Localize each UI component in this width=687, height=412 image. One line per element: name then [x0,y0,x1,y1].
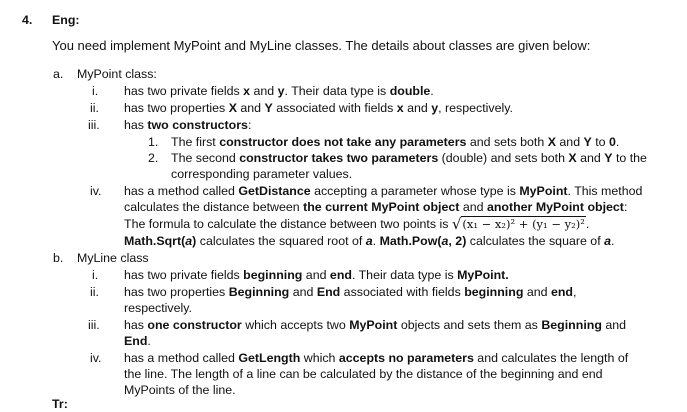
mypoint-item-iv-line2: calculates the distance between the current MyPoint object and another MyPoint object: [124,200,628,214]
mypoint-item-iii: has two constructors: [124,118,252,132]
myline-item-ii: has two properties Beginning and End associated with fields beginning and end, [124,285,577,299]
section-a-marker: a. [53,67,64,81]
constructor-2-number: 2. [148,151,159,165]
myline-item-iii-line2: End. [124,334,151,348]
roman-iv-b: iv. [90,351,102,365]
intro-text: You need implement MyPoint and MyLine classes. The details about classes are given below: [52,38,591,53]
section-a-title: MyPoint class: [77,67,157,81]
question-number: 4. [22,13,33,27]
roman-iii: iii. [88,118,100,132]
roman-i-b: i. [92,268,99,282]
roman-iii-b: iii. [88,318,100,332]
mypoint-item-iv: has a method called GetDistance accepting a parameter whose type is MyPoint. This method [124,184,643,198]
distance-formula: √(x₁ − x₂)² + (y₁ − y₂)² [451,215,585,233]
myline-item-iv: has a method called GetLength which accepts no parameters and calculates the length of [124,351,629,365]
constructor-1-text: The first constructor does not take any parameters and sets both X and Y to 0. [171,135,620,149]
constructor-2-text: The second constructor takes two parameters (double) and sets both X and Y to the [171,151,647,165]
roman-ii: ii. [90,101,99,115]
mypoint-item-ii: has two properties X and Y associated with fields x and y, respectively. [124,101,513,115]
roman-ii-b: ii. [90,285,99,299]
myline-item-ii-line2: respectively. [124,301,192,315]
mypoint-item-iv-line3: The formula to calculate the distance between two points is √(x₁ − x₂)² + (y₁ − y₂)². [124,215,590,233]
mypoint-item-i: has two private fields x and y. Their data type is double. [124,84,434,98]
myline-item-iii: has one constructor which accepts two MyPoint objects and sets them as Beginning and [124,318,627,332]
language-heading-tr: Tr: [52,397,68,411]
section-b-marker: b. [53,251,64,265]
myline-item-i: has two private fields beginning and end. Their data type is MyPoint. [124,268,509,282]
myline-item-iv-line3: MyPoints of the line. [124,383,236,397]
roman-iv: iv. [90,184,102,198]
mypoint-item-iv-line4: Math.Sqrt(a) calculates the squared root of a. Math.Pow(a, 2) calculates the square of a. [124,234,615,248]
roman-i: i. [92,84,99,98]
constructor-1-number: 1. [148,135,159,149]
section-b-title: MyLine class [77,251,149,265]
constructor-2-text-line2: corresponding parameter values. [171,167,353,181]
myline-item-iv-line2: the line. The length of a line can be calculated by the distance of the beginning and end [124,367,603,381]
language-heading-eng: Eng: [52,13,80,27]
